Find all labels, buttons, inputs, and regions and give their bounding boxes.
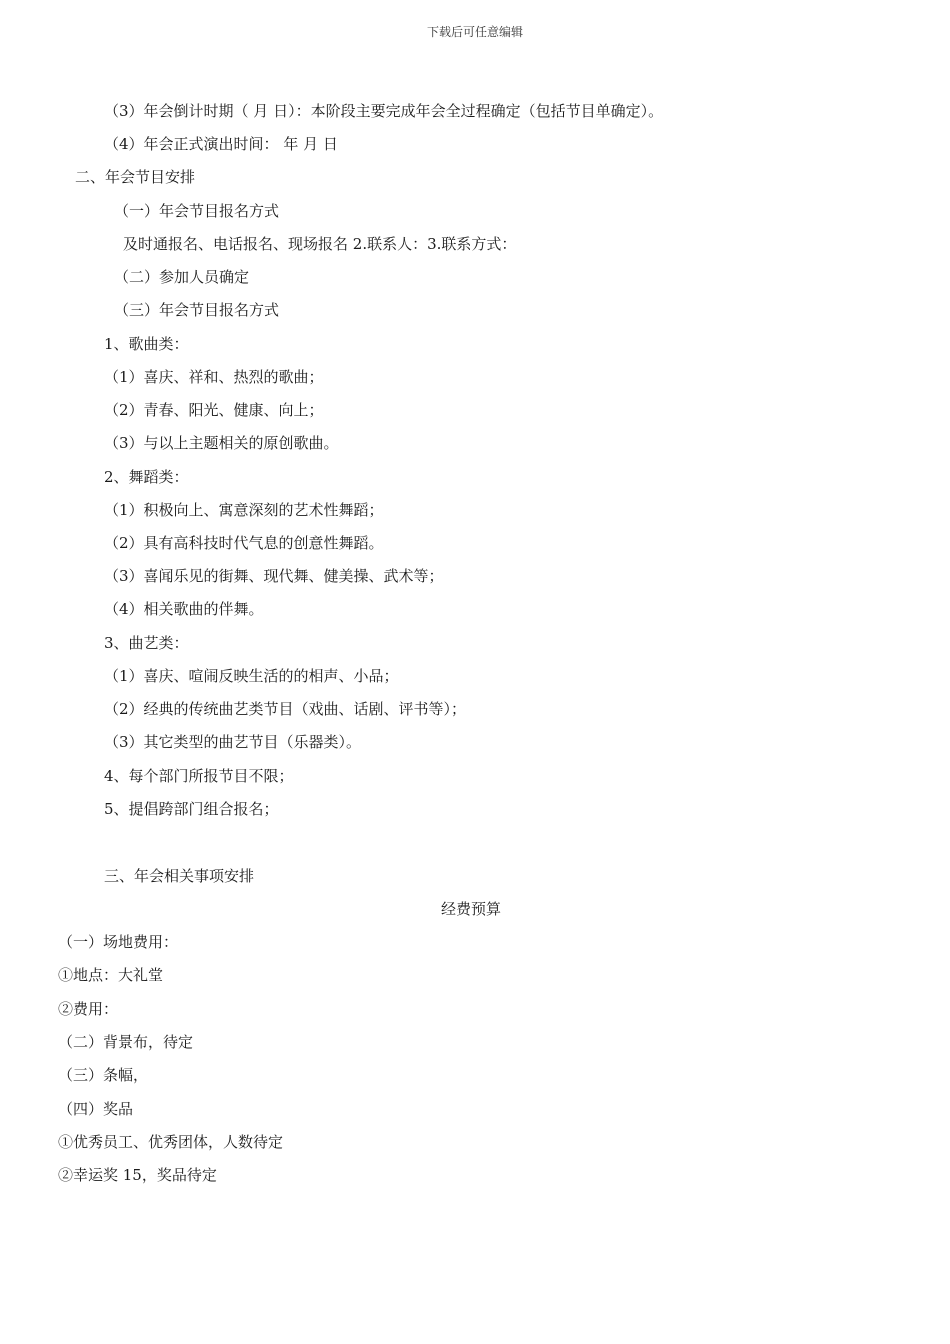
section-heading-3: 三、年会相关事项安排 (104, 867, 255, 885)
schedule-countdown-line: （3）年会倒计时期（ 月 日）：本阶段主要完成年会全过程确定（包括节目单确定）。 (104, 102, 664, 120)
rule-item-5: 5、提倡跨部门组合报名； (104, 800, 279, 818)
category-dance: 2、舞蹈类： (104, 468, 189, 486)
list-item: （2）具有高科技时代气息的创意性舞蹈。 (104, 534, 384, 552)
rule-item-4: 4、每个部门所报节目不限； (104, 767, 294, 785)
list-item: （1）积极向上、寓意深刻的艺术性舞蹈； (104, 501, 384, 519)
subsection-signup-method-2: （三）年会节目报名方式 (114, 301, 280, 319)
budget-title: 经费预算 (441, 900, 502, 918)
schedule-performance-line: （4）年会正式演出时间： 年 月 日 (104, 135, 338, 153)
budget-prize-excellent: ①优秀员工、优秀团体，人数待定 (58, 1133, 284, 1151)
subsection-signup-method: （一）年会节目报名方式 (114, 202, 280, 220)
page-header: 下载后可任意编辑 (426, 25, 523, 39)
budget-prize-lucky: ②幸运奖 15，奖品待定 (58, 1166, 217, 1184)
budget-item-banner: （三）条幅， (58, 1066, 149, 1084)
list-item: （3）与以上主题相关的原创歌曲。 (104, 434, 339, 452)
list-item: （4）相关歌曲的伴舞。 (104, 600, 264, 618)
subsection-participants: （二）参加人员确定 (114, 268, 250, 286)
category-quyi: 3、曲艺类： (104, 634, 189, 652)
list-item: （3）喜闻乐见的街舞、现代舞、健美操、武术等； (104, 567, 444, 585)
budget-venue-location: ①地点：大礼堂 (58, 966, 164, 984)
budget-item-venue: （一）场地费用： (58, 933, 179, 951)
list-item: （2）青春、阳光、健康、向上； (104, 401, 324, 419)
signup-channels-line: 及时通报名、电话报名、现场报名 2.联系人：3.联系方式： (123, 235, 517, 253)
list-item: （2）经典的传统曲艺类节目（戏曲、话剧、评书等）； (104, 700, 467, 718)
list-item: （1）喜庆、喧闹反映生活的的相声、小品； (104, 667, 399, 685)
budget-venue-cost: ②费用： (58, 1000, 119, 1018)
list-item: （1）喜庆、祥和、热烈的歌曲； (104, 368, 324, 386)
list-item: （3）其它类型的曲艺节目（乐器类）。 (104, 733, 362, 751)
category-songs: 1、歌曲类： (104, 335, 189, 353)
budget-item-prizes: （四）奖品 (58, 1100, 134, 1118)
budget-item-backdrop: （二）背景布，待定 (58, 1033, 194, 1051)
section-heading-2: 二、年会节目安排 (75, 168, 196, 186)
